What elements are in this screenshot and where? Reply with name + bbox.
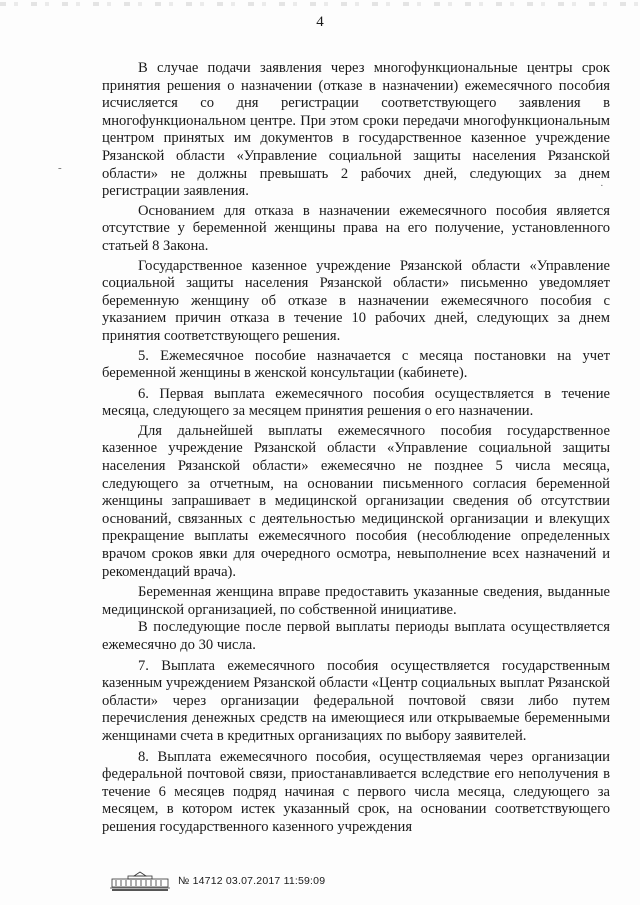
government-building-logo	[108, 870, 172, 892]
paragraph: 5. Ежемесячное пособие назначается с месяца постановки на учет беременной женщины в женской консультации (кабинете).	[102, 347, 610, 382]
margin-dot: ·	[600, 180, 604, 192]
paragraph: 8. Выплата ежемесячного пособия, осуществляемая через организации федеральной почтовой связи, приостанавливается вследствие его неполучения в течение 6 месяцев подряд начиная с первого числа месяца, следующего за месяцем, в котором истек указанный срок, на основании соответствующего решения государственного казенного учреждения	[102, 748, 610, 835]
margin-dot: -	[58, 162, 62, 174]
document-registration-code: № 14712 03.07.2017 11:59:09	[178, 875, 326, 887]
paragraph: Основанием для отказа в назначении ежемесячного пособия является отсутствие у беременной женщины права на его получение, установленного статьей 8 Закона.	[102, 202, 610, 254]
paragraph: 6. Первая выплата ежемесячного пособия осуществляется в течение месяца, следующего за месяцем принятия решения о его назначении.	[102, 385, 610, 420]
paragraph: Государственное казенное учреждение Рязанской области «Управление социальной защиты населения Рязанской области» письменно уведомляет беременную женщину об отказе в назначении ежемесячного пособия с указанием причин отказа в течение 10 рабочих дней, следующих за днем принятия соответствующего решения.	[102, 257, 610, 344]
scan-artifact-strip	[0, 2, 640, 6]
paragraph: Для дальнейшей выплаты ежемесячного пособия государственное казенное учреждение Рязанской области «Управление социальной защиты населения Рязанской области» ежемесячно не позднее 5 числа месяца, следующего за отчетным, на основании письменного согласия беременной женщины запрашивает в медицинской организации сведения об отсутствии оснований, связанных с деятельностью медицинской организации и влекущих прекращение выплаты ежемесячного пособия (несоблюдение определенных врачом сроков явки для очередного осмотра, невыполнение всех назначений и рекомендаций врача).	[102, 422, 610, 580]
paragraph: В последующие после первой выплаты периоды выплата осуществляется ежемесячно до 30 числа.	[102, 619, 610, 653]
paragraph: В случае подачи заявления через многофункциональные центры срок принятия решения о назначении (отказе в назначении) ежемесячного пособия исчисляется со дня регистрации соответствующего заявления в многофункциональном центре. При этом сроки передачи многофункциональным центром принятых им документов в государственное казенное учреждение Рязанской области «Управление социальной защиты населения Рязанской области» не должны превышать 2 рабочих дней, следующих за днем регистрации заявления.	[102, 60, 610, 200]
paragraph: 7. Выплата ежемесячного пособия осуществляется государственным казенным учреждением Рязанской области «Центр социальных выплат Рязанской области» через организации федеральной почтовой связи либо путем перечисления денежных средств на имеющиеся или открываемые беременными женщинами счета в кредитных организациях по выбору заявителей.	[102, 657, 610, 744]
paragraph: Беременная женщина вправе предоставить указанные сведения, выданные медицинской организацией, по собственной инициативе.	[102, 584, 610, 618]
document-body	[102, 60, 610, 837]
page-number: 4	[316, 14, 324, 30]
document-footer	[108, 869, 325, 893]
